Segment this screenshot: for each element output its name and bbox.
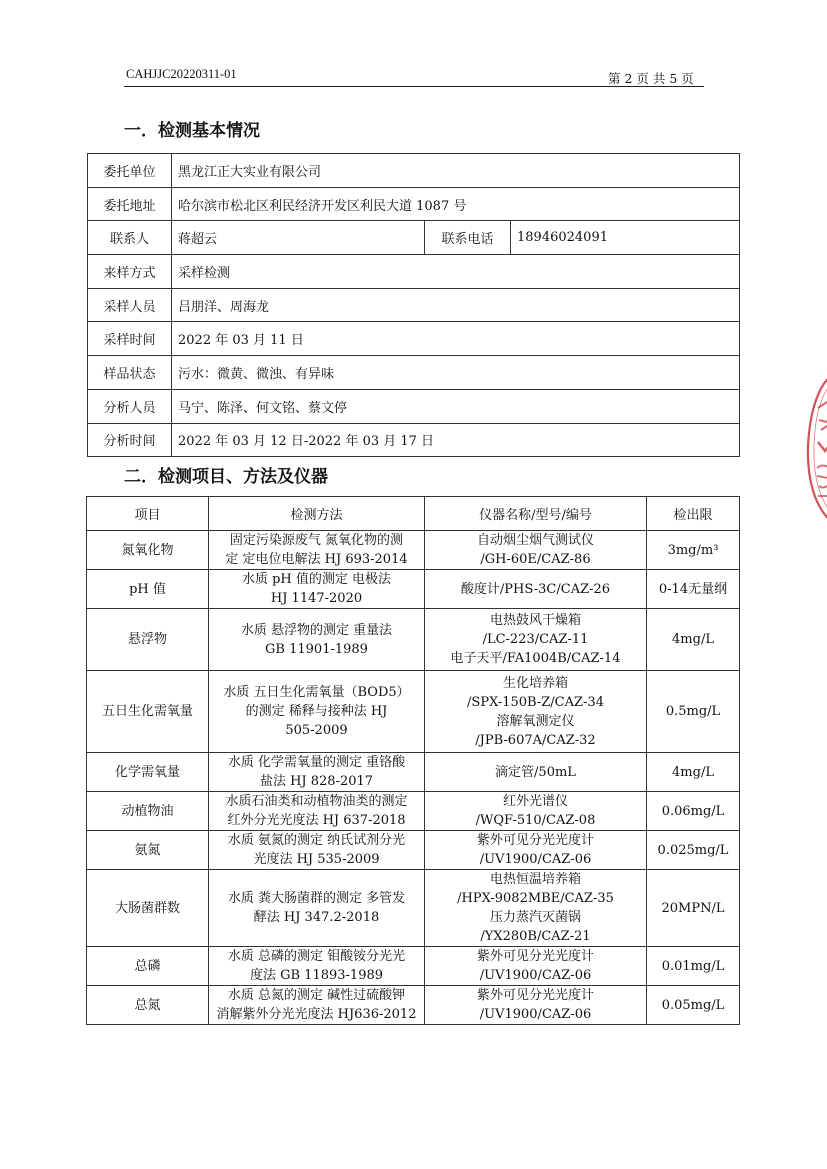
method-cell bbox=[209, 986, 425, 1025]
limit-cell: 3mg/m³ bbox=[647, 531, 740, 570]
item-cell: 氮氧化物 bbox=[87, 531, 209, 570]
info-row bbox=[88, 356, 740, 390]
table-row bbox=[87, 792, 740, 831]
instrument-cell bbox=[425, 753, 647, 792]
instrument-line: /WQF-510/CAZ-08 bbox=[475, 813, 596, 828]
limit-cell: 0.025mg/L bbox=[647, 831, 740, 870]
method-line: 水质 粪大肠菌群的测定 多管发 bbox=[227, 891, 406, 906]
item-cell: 氨氮 bbox=[87, 831, 209, 870]
method-line: 定 定电位电解法 HJ 693-2014 bbox=[225, 552, 408, 567]
method-cell bbox=[209, 570, 425, 609]
header-rule bbox=[124, 86, 704, 87]
method-cell bbox=[209, 609, 425, 671]
section1-title: 一．检测基本情况 bbox=[124, 121, 260, 141]
limit-cell: 0.05mg/L bbox=[647, 986, 740, 1025]
method-line: 水质 总氮的测定 碱性过硫酸钾 bbox=[227, 988, 406, 1003]
limit-cell: 4mg/L bbox=[647, 753, 740, 792]
instrument-cell bbox=[425, 792, 647, 831]
item-cell: 动植物油 bbox=[87, 792, 209, 831]
method-line: 水质 悬浮物的测定 重量法 bbox=[240, 622, 393, 638]
instrument-line: 生化培养箱 bbox=[502, 675, 568, 691]
instrument-cell bbox=[425, 870, 647, 947]
info-label: 采样时间 bbox=[88, 322, 172, 356]
method-cell bbox=[209, 870, 425, 947]
instrument-line: 红外光谱仪 bbox=[502, 794, 568, 809]
method-line: 酵法 HJ 347.2-2018 bbox=[253, 910, 380, 925]
limit-cell: 0.01mg/L bbox=[647, 947, 740, 986]
basic-info-table bbox=[87, 153, 740, 457]
method-line: 水质 pH 值的测定 电极法 bbox=[241, 572, 392, 587]
limit-cell: 0.06mg/L bbox=[647, 792, 740, 831]
instrument-line: 溶解氧测定仪 bbox=[496, 713, 575, 729]
info-value: 污水：微黄、微浊、有异味 bbox=[172, 356, 740, 390]
info-label: 委托单位 bbox=[88, 154, 172, 188]
method-line: 度法 GB 11893-1989 bbox=[249, 968, 384, 983]
limit-cell: 0-14无量纲 bbox=[647, 570, 740, 609]
instrument-cell bbox=[425, 831, 647, 870]
instrument-line: 酸度计/PHS-3C/CAZ-26 bbox=[460, 581, 611, 597]
item-cell: 总磷 bbox=[87, 947, 209, 986]
instrument-line: 紫外可见分光光度计 bbox=[476, 988, 594, 1003]
column-header: 检出限 bbox=[647, 497, 740, 531]
method-cell bbox=[209, 671, 425, 753]
method-line: 水质 化学需氧量的测定 重铬酸 bbox=[227, 755, 406, 770]
instrument-line: /YX280B/CAZ-21 bbox=[480, 929, 591, 944]
info-value: 18946024091 bbox=[511, 221, 740, 255]
instrument-line: 自动烟尘烟气测试仪 bbox=[476, 533, 594, 548]
table-row bbox=[87, 531, 740, 570]
method-line: 盐法 HJ 828-2017 bbox=[259, 774, 374, 789]
info-label: 分析人员 bbox=[88, 389, 172, 423]
limit-cell: 20MPN/L bbox=[647, 870, 740, 947]
document-code: CAHJJC20220311-01 bbox=[126, 67, 237, 81]
info-value: 蒋超云 bbox=[172, 221, 425, 255]
info-row bbox=[88, 322, 740, 356]
info-label: 采样人员 bbox=[88, 288, 172, 322]
instrument-line: /HPX-9082MBE/CAZ-35 bbox=[457, 891, 614, 906]
info-label: 联系人 bbox=[88, 221, 172, 255]
method-cell bbox=[209, 947, 425, 986]
instrument-line: /LC-223/CAZ-11 bbox=[482, 632, 589, 647]
table-row bbox=[87, 753, 740, 792]
instrument-cell bbox=[425, 609, 647, 671]
info-label: 分析时间 bbox=[88, 423, 172, 457]
red-seal-stamp-icon bbox=[800, 368, 827, 528]
info-value: 采样检测 bbox=[172, 255, 740, 289]
instrument-line: /UV1900/CAZ-06 bbox=[479, 968, 592, 983]
method-cell bbox=[209, 831, 425, 870]
instrument-line: /SPX-150B-Z/CAZ-34 bbox=[467, 694, 604, 710]
method-line: HJ 1147-2020 bbox=[270, 591, 363, 606]
info-label: 来样方式 bbox=[88, 255, 172, 289]
info-row bbox=[88, 423, 740, 457]
instrument-line: 电热鼓风干燥箱 bbox=[489, 613, 581, 628]
info-row bbox=[88, 255, 740, 289]
section2-title: 二．检测项目、方法及仪器 bbox=[124, 467, 328, 487]
method-line: 固定污染源废气 氮氧化物的测 bbox=[229, 533, 404, 548]
limit-cell: 4mg/L bbox=[647, 609, 740, 671]
method-cell bbox=[209, 792, 425, 831]
item-cell: pH 值 bbox=[87, 570, 209, 609]
item-cell: 五日生化需氧量 bbox=[87, 671, 209, 753]
instrument-line: /JPB-607A/CAZ-32 bbox=[475, 732, 596, 748]
info-value: 2022 年 03 月 11 日 bbox=[172, 322, 740, 356]
page-indicator: 第 2 页 共 5 页 bbox=[608, 71, 694, 86]
info-label: 样品状态 bbox=[88, 356, 172, 390]
method-line: 水质石油类和动植物油类的测定 bbox=[225, 794, 408, 809]
column-header: 检测方法 bbox=[209, 497, 425, 531]
instrument-line: /GH-60E/CAZ-86 bbox=[480, 552, 591, 567]
table-header-row bbox=[87, 497, 740, 531]
info-row bbox=[88, 221, 740, 255]
table-row bbox=[87, 870, 740, 947]
instrument-line: 紫外可见分光光度计 bbox=[476, 949, 594, 964]
item-cell: 大肠菌群数 bbox=[87, 870, 209, 947]
instrument-cell bbox=[425, 986, 647, 1025]
method-line: 505-2009 bbox=[285, 723, 348, 738]
info-label: 委托地址 bbox=[88, 187, 172, 221]
instrument-line: /UV1900/CAZ-06 bbox=[479, 852, 592, 867]
info-row bbox=[88, 389, 740, 423]
info-row bbox=[88, 154, 740, 188]
test-items-table bbox=[86, 496, 740, 1025]
table-row bbox=[87, 609, 740, 671]
column-header: 项目 bbox=[87, 497, 209, 531]
method-line: 水质 总磷的测定 钼酸铵分光光 bbox=[227, 949, 406, 964]
info-value: 吕朋洋、周海龙 bbox=[172, 288, 740, 322]
method-line: 红外分光光度法 HJ 637-2018 bbox=[227, 813, 406, 828]
table-row bbox=[87, 671, 740, 753]
instrument-line: 紫外可见分光光度计 bbox=[476, 833, 594, 848]
method-line: 的测定 稀释与接种法 HJ bbox=[245, 704, 388, 719]
column-header: 仪器名称/型号/编号 bbox=[425, 497, 647, 531]
method-line: 消解紫外分光光度法 HJ636-2012 bbox=[216, 1007, 417, 1022]
instrument-cell bbox=[425, 570, 647, 609]
item-cell: 悬浮物 bbox=[87, 609, 209, 671]
instrument-line: 电子天平/FA1004B/CAZ-14 bbox=[450, 651, 621, 666]
table-row bbox=[87, 570, 740, 609]
method-line: GB 11901-1989 bbox=[265, 641, 368, 657]
instrument-line: 电热恒温培养箱 bbox=[489, 872, 581, 887]
method-line: 水质 五日生化需氧量（BOD5） bbox=[223, 685, 410, 700]
info-label: 联系电话 bbox=[425, 221, 511, 255]
table-row bbox=[87, 986, 740, 1025]
info-value: 2022 年 03 月 12 日-2022 年 03 月 17 日 bbox=[172, 423, 740, 457]
instrument-cell bbox=[425, 671, 647, 753]
limit-cell: 0.5mg/L bbox=[647, 671, 740, 753]
info-row bbox=[88, 187, 740, 221]
instrument-line: /UV1900/CAZ-06 bbox=[479, 1007, 592, 1022]
method-cell bbox=[209, 753, 425, 792]
instrument-line: 滴定管/50mL bbox=[495, 764, 576, 780]
method-line: 光度法 HJ 535-2009 bbox=[253, 852, 380, 867]
instrument-cell bbox=[425, 947, 647, 986]
method-cell bbox=[209, 531, 425, 570]
instrument-line: 压力蒸汽灭菌锅 bbox=[489, 910, 581, 925]
info-value: 哈尔滨市松北区利民经济开发区利民大道 1087 号 bbox=[172, 187, 740, 221]
method-line: 水质 氨氮的测定 纳氏试剂分光 bbox=[227, 833, 406, 848]
instrument-cell bbox=[425, 531, 647, 570]
info-row bbox=[88, 288, 740, 322]
info-value: 黑龙江正大实业有限公司 bbox=[172, 154, 740, 188]
info-value: 马宁、陈泽、何文铭、蔡文停 bbox=[172, 389, 740, 423]
item-cell: 总氮 bbox=[87, 986, 209, 1025]
table-row bbox=[87, 947, 740, 986]
item-cell: 化学需氧量 bbox=[87, 753, 209, 792]
table-row bbox=[87, 831, 740, 870]
